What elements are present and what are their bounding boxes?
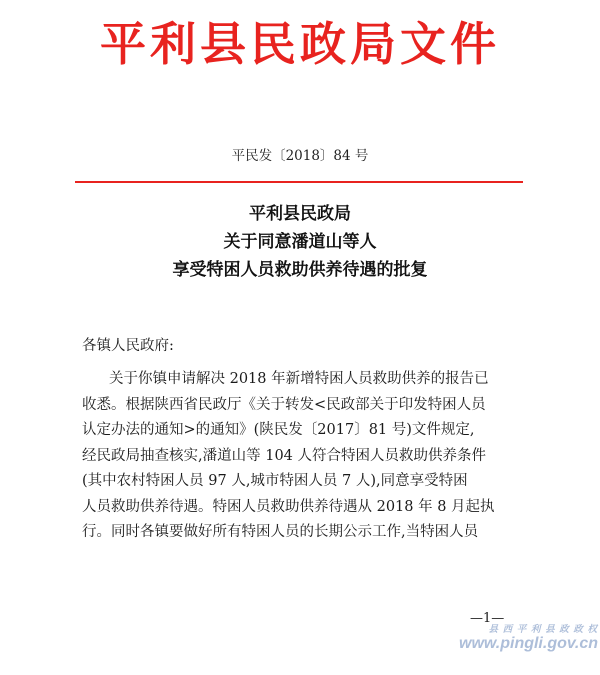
body-line: 经民政局抽查核实,潘道山等 104 人符合特困人员救助供养条件	[82, 447, 487, 464]
body-line: 收悉。根据陕西省民政厅《关于转发<民政部关于印发特困人员	[82, 396, 486, 413]
salutation: 各镇人民政府:	[82, 338, 174, 354]
title-line: 享受特困人员救助供养待遇的批复	[172, 260, 428, 280]
site-watermark	[436, 625, 598, 653]
body-line: 行。同时各镇要做好所有特困人员的长期公示工作,当特困人员	[82, 524, 479, 540]
document-title	[0, 200, 600, 284]
body-line: 关于你镇申请解决 2018 年新增特困人员救助供养的报告已	[109, 371, 489, 387]
watermark-url: www.pingli.gov.cn	[459, 635, 598, 653]
document-number: 平民发〔2018〕84 号	[231, 148, 369, 164]
page-number: —1—	[470, 611, 505, 626]
body-line: 人员救助供养待遇。特困人员救助供养待遇从 2018 年 8 月起执	[82, 498, 495, 515]
document-masthead: 平利县民政局文件	[100, 17, 500, 71]
watermark-caption: 县 西 平 利 县 政 政 权	[488, 624, 598, 635]
red-separator-line	[75, 181, 523, 183]
title-line: 平利县民政局	[249, 204, 351, 224]
body-line: (其中农村特困人员 97 人,城市特困人员 7 人),同意享受特困	[82, 473, 468, 489]
body-line: 认定办法的通知>的通知》(陕民发〔2017〕81 号)文件规定,	[82, 422, 475, 438]
title-line: 关于同意潘道山等人	[223, 232, 377, 252]
document-body	[82, 367, 522, 546]
